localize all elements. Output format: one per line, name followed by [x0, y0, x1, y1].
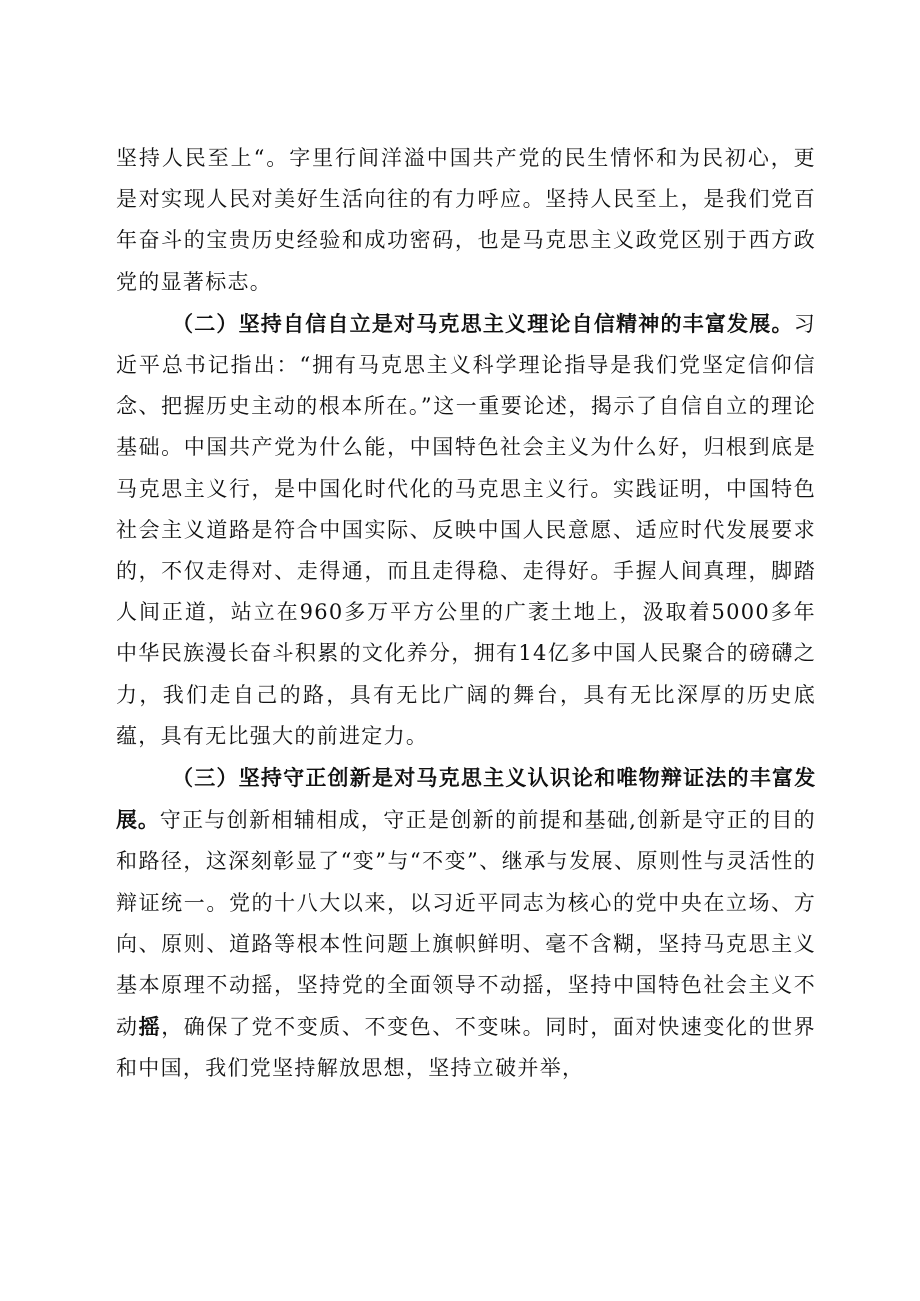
document-body: [116, 138, 816, 1090]
section-heading-2: （二）坚持自信自立是对马克思主义理论自信精神的丰富发展。: [172, 310, 794, 336]
bold-character: 摇: [138, 1014, 162, 1040]
paragraph-innovation: [116, 757, 816, 1090]
paragraph-text: 习近平总书记指出：“拥有马克思主义科学理论指导是我们党坚定信仰信念、把握历史主动的根本所在。”这一重要论述，揭示了自信自立的理论基础。中国共产党为什么能，中国特色社会主义为什么好，归根到底是马克思主义行，是中国化时代化的马克思主义行。实践证明，中国特色社会主义道路是符合中国实际、反映中国人民意愿、适应时代发展要求的，不仅走得对、走得通，而且走得稳、走得好。手握人间真理，脚踏人间正道，站立在960多万平方公里的广袤土地上，汲取着5000多年中华民族漫长奋斗积累的文化养分，拥有14亿多中国人民聚合的磅礴之力，我们走自己的路，具有无比广阔的舞台，具有无比深厚的历史底蕴，具有无比强大的前进定力。: [116, 311, 816, 748]
paragraph-self-confidence: [116, 303, 816, 757]
paragraph-text: ，确保了党不变质、不变色、不变味。同时，面对快速变化的世界和中国，我们党坚持解放思想，坚持立破并举，: [116, 1015, 816, 1081]
paragraph-people-first: [116, 138, 816, 303]
section-heading-3: （三）坚持守正创新是对马克思主义认识论和唯物辩证法的丰富发展。: [116, 765, 816, 833]
paragraph-text: 守正与创新相辅相成，守正是创新的前提和基础,创新是守正的目的和路径，这深刻彰显了“变”与“不变”、继承与发展、原则性与灵活性的辩证统一。党的十八大以来，以习近平同志为核心的党中央在立场、方向、原则、道路等根本性问题上旗帜鲜明、毫不含糊，坚持马克思主义基本原理不动摇，坚持党的全面领导不动摇，坚持中国特色社会主义不动: [116, 808, 816, 1040]
paragraph-text: 坚持人民至上“。字里行间洋溢中国共产党的民生情怀和为民初心，更是对实现人民对美好生活向往的有力呼应。坚持人民至上，是我们党百年奋斗的宝贵历史经验和成功密码，也是马克思主义政党区别于西方政党的显著标志。: [116, 146, 816, 294]
